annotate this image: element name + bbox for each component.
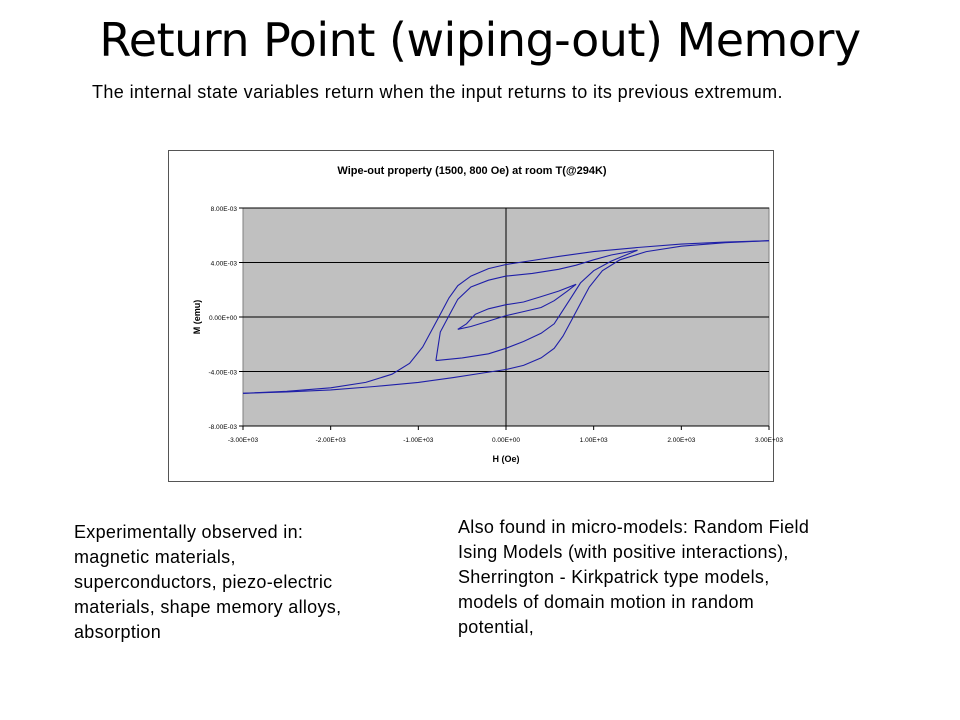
right-text-line: Also found in micro-models: Random Field [458, 517, 810, 537]
y-tick-label: 4.00E-03 [210, 260, 237, 268]
chart-frame [168, 150, 784, 482]
left-text-line: Experimentally observed in: [74, 522, 304, 542]
y-axis-label: M (emu) [192, 299, 202, 335]
x-tick-label: -1.00E+03 [403, 437, 434, 444]
x-tick-label: -3.00E+03 [227, 437, 259, 444]
left-text-line: absorption [74, 622, 162, 642]
right-text-line: Sherrington - Kirkpatrick type models, [458, 567, 770, 587]
right-text-line: potential, [458, 617, 535, 637]
experimental-observations-text [74, 520, 424, 645]
right-text-line: Ising Models (with positive interactions), [458, 542, 789, 562]
y-tick-label: -4.00E-03 [208, 369, 237, 377]
x-tick-label: 0.00E+00 [491, 437, 521, 444]
slide-title: Return Point (wiping-out) Memory [99, 13, 861, 67]
micro-models-text [458, 515, 898, 640]
right-text-line: models of domain motion in random [458, 592, 755, 612]
x-tick-label: 2.00E+03 [667, 437, 696, 444]
x-tick-label: 3.00E+03 [754, 437, 784, 444]
chart-title: Wipe-out property (1500, 800 Oe) at room T(@294K) [337, 165, 607, 177]
x-tick-label: 1.00E+03 [579, 437, 608, 444]
x-tick-label: -2.00E+03 [315, 437, 346, 444]
left-text-line: magnetic materials, [74, 547, 236, 567]
x-axis-label: H (Oe) [492, 454, 520, 464]
y-tick-label: 8.00E-03 [210, 206, 237, 213]
y-tick-label: 0.00E+00 [208, 315, 237, 322]
left-text-line: superconductors, piezo-electric [74, 572, 333, 592]
slide-subtitle: The internal state variables return when the input returns to its previous extremum. [92, 82, 783, 102]
hysteresis-chart [169, 151, 784, 483]
left-text-line: materials, shape memory alloys, [74, 597, 342, 617]
y-tick-label: -8.00E-03 [208, 424, 237, 431]
